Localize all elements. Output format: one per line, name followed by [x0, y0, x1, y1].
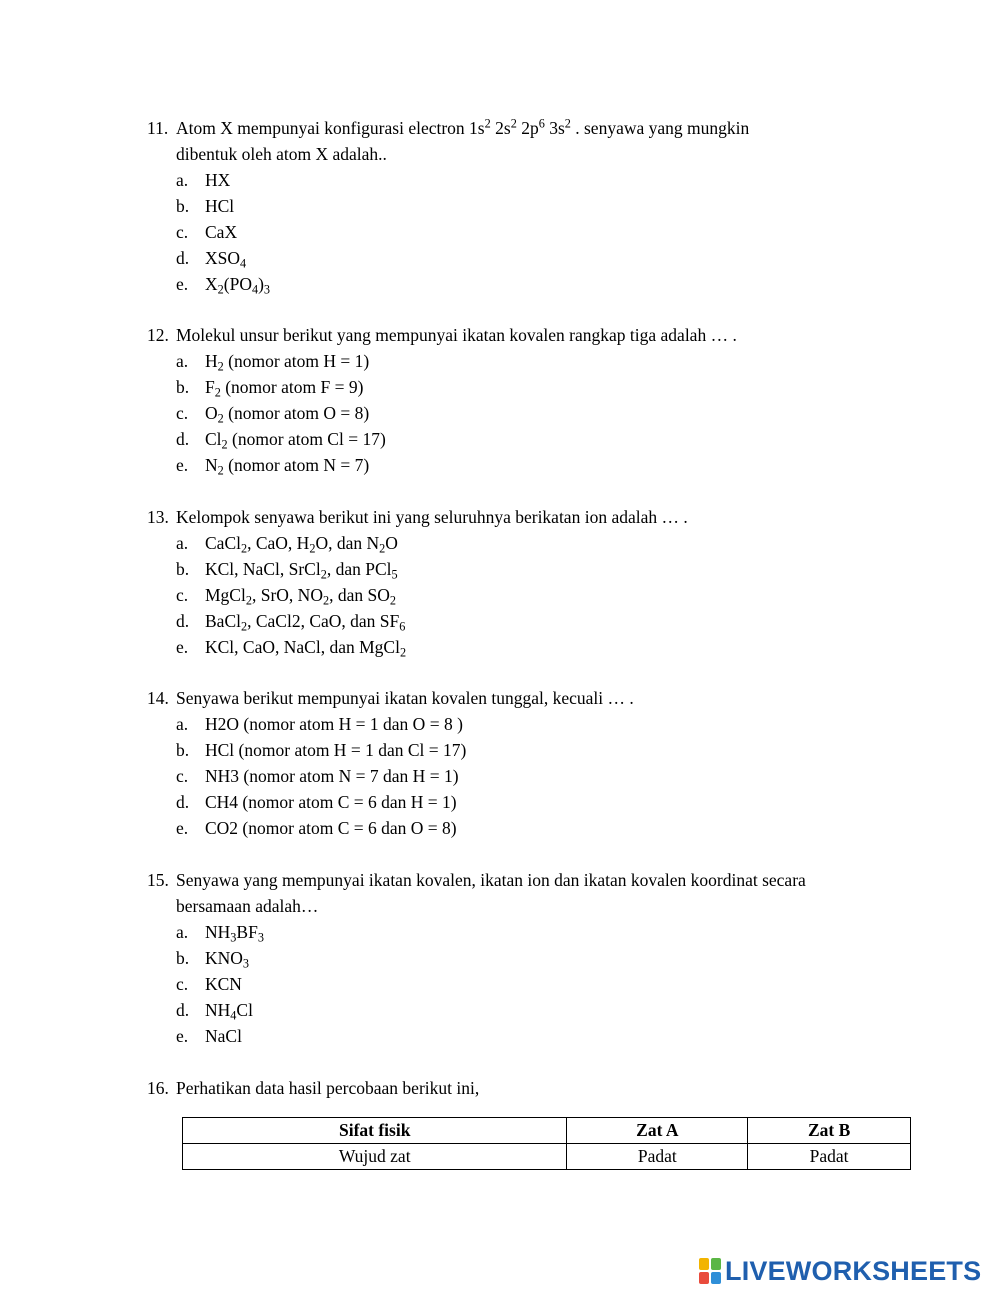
table-header-cell: Sifat fisik — [183, 1118, 567, 1144]
option-text: NH3 (nomor atom N = 7 dan H = 1) — [205, 766, 459, 786]
question-text — [147, 1075, 927, 1101]
option-text: CaCl$_2$, CaO, $H_2O$, dan $N_2O$ — [205, 533, 398, 556]
question-text — [147, 504, 927, 530]
option-letter: e. — [176, 455, 189, 475]
question-number: 15. — [147, 870, 169, 890]
liveworksheets-logo — [699, 1255, 981, 1287]
answer-option[interactable] — [176, 789, 927, 815]
option-letter: c. — [176, 403, 189, 423]
option-text: HX — [205, 170, 231, 190]
answer-options — [176, 530, 927, 660]
option-text: $Cl_2$ (nomor atom Cl = 17) — [205, 429, 386, 452]
option-text: CH4 (nomor atom C = 6 dan H = 1) — [205, 792, 457, 812]
option-letter: c. — [176, 585, 189, 605]
option-text: HCl (nomor atom H = 1 dan Cl = 17) — [205, 740, 467, 760]
option-letter: d. — [176, 248, 190, 268]
option-text: KCl, NaCl, SrCl$_2$, dan PCl$_5$ — [205, 559, 398, 582]
question-text — [147, 867, 927, 919]
answer-option[interactable] — [176, 400, 927, 426]
answer-option[interactable] — [176, 711, 927, 737]
table-header-cell: Zat A — [567, 1118, 748, 1144]
question-text — [147, 115, 927, 167]
table-header-cell: Zat B — [748, 1118, 911, 1144]
answer-option[interactable] — [176, 452, 927, 478]
question-number: 14. — [147, 688, 169, 708]
option-letter: c. — [176, 766, 189, 786]
answer-options — [176, 348, 927, 478]
option-letter: d. — [176, 429, 190, 449]
question-15 — [147, 867, 927, 1049]
option-text: $F_2$ (nomor atom F = 9) — [205, 377, 364, 400]
option-letter: b. — [176, 740, 190, 760]
logo-tile — [699, 1272, 709, 1284]
option-letter: d. — [176, 611, 190, 631]
answer-option[interactable] — [176, 245, 927, 271]
question-text — [147, 685, 927, 711]
answer-options — [176, 919, 927, 1049]
answer-option[interactable] — [176, 608, 927, 634]
question-number: 11. — [147, 118, 169, 138]
question-13 — [147, 504, 927, 660]
option-text: BaCl$_2$, CaCl2, CaO, dan $SF_6$ — [205, 611, 406, 634]
question-11 — [147, 115, 927, 297]
option-text: CaX — [205, 222, 238, 242]
option-text: NaCl — [205, 1026, 242, 1046]
question-line: Perhatikan data hasil percobaan berikut ini, — [176, 1078, 480, 1098]
answer-option[interactable] — [176, 945, 927, 971]
question-line: bersamaan adalah… — [176, 896, 319, 916]
option-text: $NH_4Cl$ — [205, 1000, 253, 1023]
option-letter: a. — [176, 170, 189, 190]
question-line: dibentuk oleh atom X adalah.. — [176, 144, 387, 164]
table-cell: Wujud zat — [183, 1144, 567, 1170]
answer-option[interactable] — [176, 997, 927, 1023]
option-letter: a. — [176, 714, 189, 734]
answer-option[interactable] — [176, 971, 927, 997]
answer-option[interactable] — [176, 219, 927, 245]
option-text: $H_2$ (nomor atom H = 1) — [205, 351, 370, 374]
option-letter: e. — [176, 637, 189, 657]
option-text: H2O (nomor atom H = 1 dan O = 8 ) — [205, 714, 463, 734]
question-line: Senyawa berikut mempunyai ikatan kovalen tunggal, kecuali … . — [176, 688, 634, 708]
option-text: $XSO_4$ — [205, 248, 247, 271]
logo-tile — [711, 1258, 721, 1270]
question-number: 13. — [147, 507, 169, 527]
table-cell: Padat — [567, 1144, 748, 1170]
question-12 — [147, 322, 927, 478]
option-letter: d. — [176, 792, 190, 812]
question-number: 12. — [147, 325, 169, 345]
answer-options — [176, 167, 927, 297]
answer-option[interactable] — [176, 763, 927, 789]
option-text: CO2 (nomor atom C = 6 dan O = 8) — [205, 818, 457, 838]
option-letter: c. — [176, 974, 189, 994]
answer-option[interactable] — [176, 556, 927, 582]
option-text: MgCl$_2$, SrO, $NO_2$, dan $SO_2$ — [205, 585, 396, 608]
answer-option[interactable] — [176, 167, 927, 193]
option-text: $X_2(PO_4)_3$ — [205, 274, 271, 297]
option-text: HCl — [205, 196, 235, 216]
option-letter: e. — [176, 1026, 189, 1046]
option-letter: a. — [176, 533, 189, 553]
question-14 — [147, 685, 927, 841]
question-number: 16. — [147, 1078, 169, 1098]
logo-tile — [711, 1272, 721, 1284]
option-letter: a. — [176, 351, 189, 371]
option-text: $N_2$ (nomor atom N = 7) — [205, 455, 370, 478]
question-line: Senyawa yang mempunyai ikatan kovalen, ikatan ion dan ikatan kovalen koordinat secara — [176, 870, 806, 890]
option-text: $NH_3BF_3$ — [205, 922, 264, 945]
option-letter: e. — [176, 274, 189, 294]
answer-option[interactable] — [176, 815, 927, 841]
answer-option[interactable] — [176, 634, 927, 660]
answer-option[interactable] — [176, 374, 927, 400]
question-text — [147, 322, 927, 348]
option-text: KCN — [205, 974, 242, 994]
option-letter: a. — [176, 922, 189, 942]
answer-option[interactable] — [176, 271, 927, 297]
logo-tile — [699, 1258, 709, 1270]
answer-option[interactable] — [176, 348, 927, 374]
option-letter: b. — [176, 196, 190, 216]
option-text: KCl, CaO, NaCl, dan MgCl$_2$ — [205, 637, 407, 660]
experiment-data-table — [182, 1117, 911, 1170]
answer-option[interactable] — [176, 193, 927, 219]
option-letter: b. — [176, 377, 190, 397]
option-letter: c. — [176, 222, 189, 242]
option-letter: b. — [176, 948, 190, 968]
table-cell: Padat — [748, 1144, 911, 1170]
answer-option[interactable] — [176, 1023, 927, 1049]
question-line: Atom X mempunyai konfigurasi electron $1s^2$ $2s^2$ $2p^6$ $3s^2$ . senyawa yang mungkin — [176, 116, 750, 138]
answer-option[interactable] — [176, 530, 927, 556]
table-header-row — [183, 1118, 911, 1144]
answer-option[interactable] — [176, 426, 927, 452]
question-line: Kelompok senyawa berikut ini yang seluruhnya berikatan ion adalah … . — [176, 507, 688, 527]
option-text: $KNO_3$ — [205, 948, 250, 971]
option-letter: d. — [176, 1000, 190, 1020]
question-line: Molekul unsur berikut yang mempunyai ikatan kovalen rangkap tiga adalah … . — [176, 325, 737, 345]
option-text: $O_2$ (nomor atom O = 8) — [205, 403, 370, 426]
option-letter: e. — [176, 818, 189, 838]
answer-option[interactable] — [176, 582, 927, 608]
answer-option[interactable] — [176, 737, 927, 763]
question-16 — [147, 1075, 927, 1101]
logo-text: LIVEWORKSHEETS — [725, 1255, 982, 1286]
answer-option[interactable] — [176, 919, 927, 945]
answer-options — [176, 711, 927, 841]
option-letter: b. — [176, 559, 190, 579]
liveworksheets-logo-icon — [699, 1258, 721, 1284]
table-row — [183, 1144, 911, 1170]
